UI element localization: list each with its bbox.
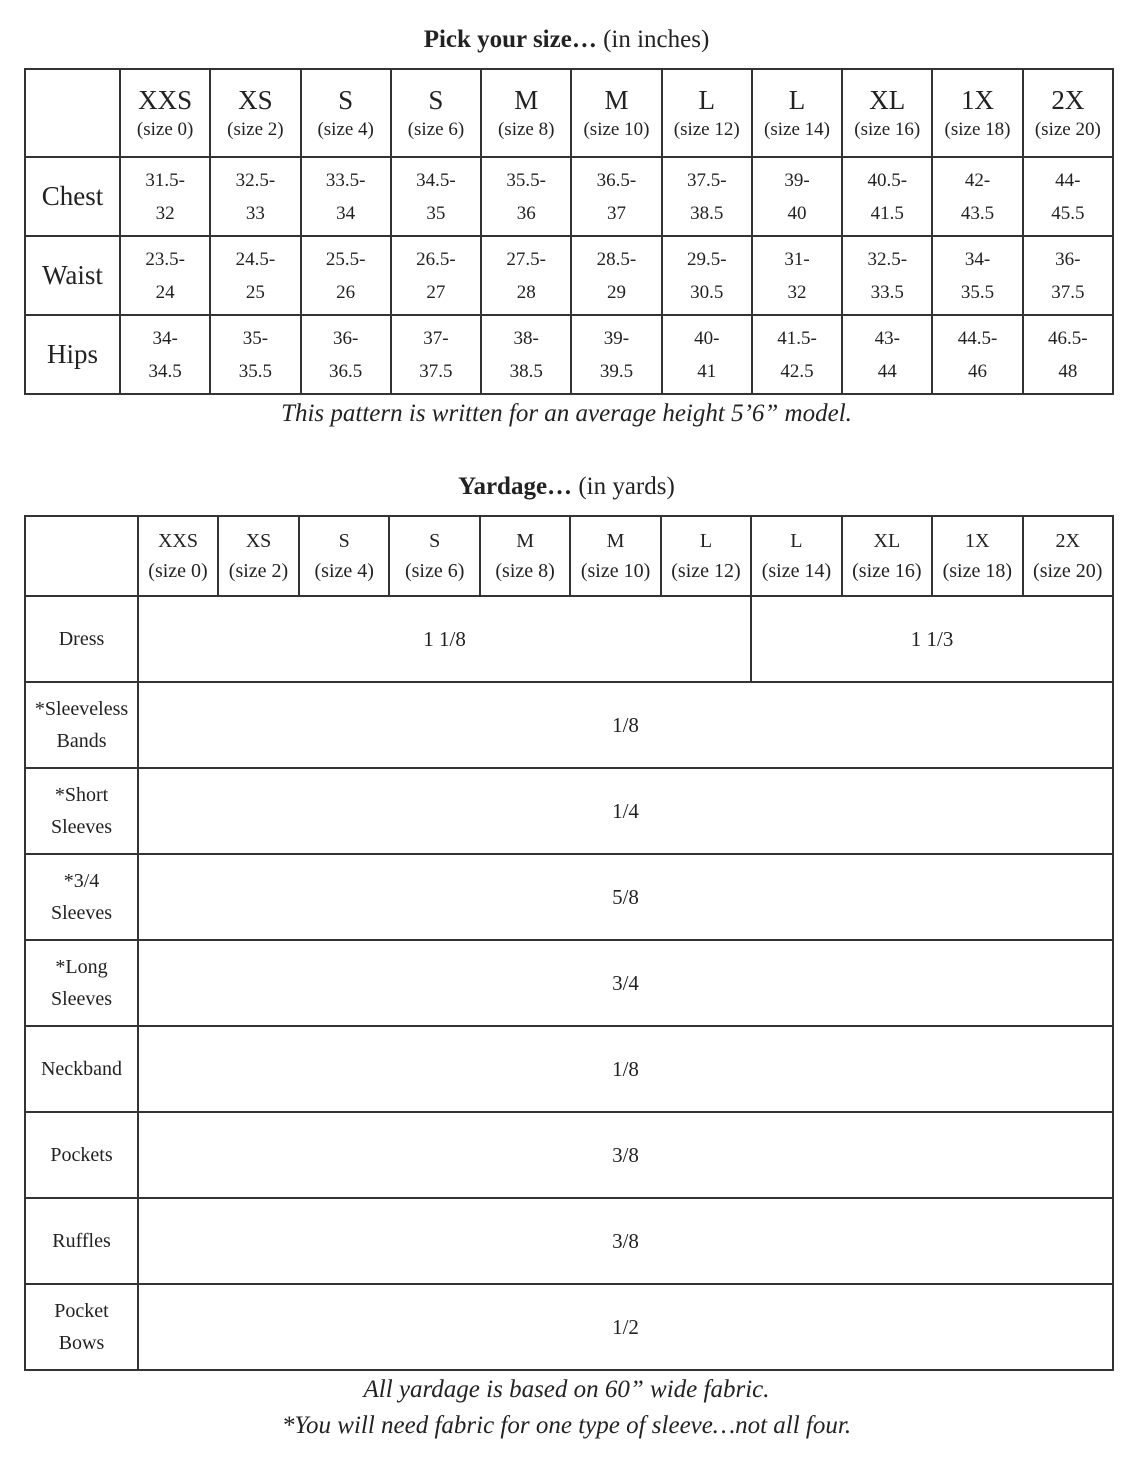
measurement-min: 33.5- [325,169,366,191]
measurement-row [25,236,1113,315]
size-number: (size 14) [761,560,832,582]
yardage-amount-text: 1/8 [612,712,639,737]
dress-label [25,596,138,682]
size-number: (size 0) [148,560,208,582]
measurement-min: 32.5- [235,169,276,191]
size-code: 1X [965,530,990,552]
size-number: (size 4) [317,119,374,140]
size-number: (size 20) [1033,560,1103,582]
size-code: 2X [1051,85,1085,115]
measurement-row [25,315,1113,394]
measurement-cell [301,157,391,236]
size-code: 1X [961,85,995,115]
yardage-label [25,940,138,1026]
measurement-min: 25.5- [325,248,366,270]
measurement-min: 36.5- [596,169,637,191]
yardage-amount-text: 1/4 [612,798,639,823]
measurement-max: 46 [968,360,988,382]
measurement-min: 46.5- [1048,327,1088,349]
size-header-cell [842,69,932,157]
size-number: (size 12) [671,560,741,582]
size-number: (size 20) [1034,119,1101,140]
measurement-cell [481,236,571,315]
size-code: S [338,530,350,552]
measurement-min: 31- [784,248,810,270]
measurement-max: 35.5 [238,360,273,382]
measurement-cell [210,236,300,315]
measurement-cell [481,315,571,394]
size-code: L [698,85,715,115]
measurement-max: 42.5 [780,360,814,382]
measurement-max: 30.5 [690,281,724,303]
yardage-amount-text: 1/8 [612,1056,639,1081]
yardage-header-row [25,516,1113,596]
yardage-label-line: Sleeves [50,816,113,838]
measurement-cell [120,236,210,315]
measurement-max: 35 [426,202,446,224]
size-header-cell [481,69,571,157]
yardage-label [25,1026,138,1112]
height-note: This pattern is written for an average height 5’6” model. [281,400,852,427]
size-header-cell [301,69,391,157]
measurement-min: 27.5- [506,248,546,270]
yardage-label-line: Neckband [40,1058,123,1080]
measurement-cell [481,157,571,236]
measurement-max: 38.5 [690,202,724,224]
measurement-max: 37 [606,202,626,224]
measurement-max: 33.5 [870,281,904,303]
dress-large-sizes-amount [751,596,1113,682]
size-number: (size 14) [764,119,830,140]
measurement-cell [932,236,1022,315]
measurement-min: 29.5- [686,248,727,270]
dress-small-sizes-amount [138,596,751,682]
yardage-label [25,768,138,854]
measurement-cell [842,315,932,394]
size-code: S [429,530,441,552]
measurement-max: 32 [155,202,175,224]
size-number: (size 16) [854,119,921,140]
dress-row [25,596,1113,682]
size-header-cell [210,69,300,157]
measurement-max: 41.5 [870,202,904,224]
measurement-max: 34 [336,202,356,224]
measurement-cell [932,315,1022,394]
size-number: (size 10) [580,560,651,582]
yardage-label [25,682,138,768]
measurement-max: 26 [336,281,356,303]
size-code: XL [869,85,906,115]
size-header-cell [842,516,932,596]
yardage-row [25,682,1113,768]
measurement-max: 32 [787,281,807,303]
yardage-title [0,473,1133,501]
measurement-label-text: Hips [46,339,98,369]
measurement-label-text: Chest [41,181,104,211]
yardage-label-line: Bands [56,730,107,752]
measurement-max: 37.5 [419,360,453,382]
measurement-min: 43- [874,327,900,349]
sleeve-note: *You will need fabric for one type of sleeve…not all four. [281,1412,852,1439]
measurement-min: 39- [603,327,630,349]
size-header-cell [299,516,389,596]
size-number: (size 8) [497,119,555,140]
size-chart-title-unit: (in inches) [603,26,710,53]
size-header-cell [662,69,752,157]
yardage-title-bold: Yardage… [458,473,573,500]
size-code: 2X [1055,530,1080,552]
yardage-label-line: Bows [58,1332,105,1354]
yardage-amount [138,1198,1113,1284]
yardage-row [25,940,1113,1026]
yardage-amount [138,1026,1113,1112]
corner-cell [25,516,138,596]
measurement-cell [662,157,752,236]
size-code: S [428,85,444,115]
measurement-cell [752,157,842,236]
measurement-max: 39.5 [599,360,634,382]
yardage-amount-text: 3/8 [612,1142,639,1167]
yardage-label-line: Sleeves [50,902,113,924]
measurement-label [25,236,120,315]
yardage-amount-text: 3/4 [612,970,639,995]
size-number: (size 18) [944,119,1011,140]
measurement-cell [120,157,210,236]
measurement-max: 29 [606,281,626,303]
size-code: M [514,85,539,115]
measurement-min: 35.5- [506,169,546,191]
measurement-max: 36 [516,202,536,224]
yardage-table [24,515,1114,1371]
size-header-cell [1023,516,1114,596]
dress-small-amount-text: 1 1/8 [423,626,466,651]
measurement-min: 23.5- [145,248,185,270]
size-code: L [699,530,713,552]
yardage-row [25,768,1113,854]
size-code: XS [245,530,272,552]
measurement-cell [932,157,1022,236]
measurement-cell [571,157,661,236]
measurement-max: 35.5 [960,281,995,303]
measurement-max: 44 [877,360,897,382]
measurement-cell [662,236,752,315]
measurement-max: 27 [426,281,446,303]
measurement-cell [1023,236,1113,315]
measurement-cell [301,236,391,315]
measurement-min: 37- [423,327,449,349]
size-header-cell [571,69,661,157]
measurement-max: 36.5 [329,360,363,382]
size-code: M [516,530,534,552]
measurement-min: 26.5- [416,248,456,270]
size-number: (size 6) [404,560,465,582]
yardage-amount-text: 5/8 [612,884,639,909]
yardage-label-line: *Short [54,784,109,806]
measurement-cell [571,236,661,315]
yardage-label [25,1284,138,1370]
size-header-cell [661,516,751,596]
measurement-min: 36- [333,327,359,349]
measurement-max: 48 [1058,360,1078,382]
yardage-row [25,854,1113,940]
dress-label-text: Dress [58,628,105,650]
yardage-row [25,1112,1113,1198]
size-number: (size 4) [314,560,374,582]
yardage-label-line: *Sleeveless [34,698,129,720]
yardage-label-line: Sleeves [50,988,113,1010]
measurement-min: 36- [1055,248,1081,270]
size-code: M [606,530,625,552]
size-header-cell [389,516,479,596]
measurement-cell [210,315,300,394]
size-number: (size 8) [495,560,555,582]
size-header-cell [391,69,481,157]
size-chart-table [24,68,1114,395]
yardage-row [25,1198,1113,1284]
size-header-cell [480,516,570,596]
measurement-cell [120,315,210,394]
measurement-min: 28.5- [596,248,637,270]
yardage-amount-text: 3/8 [612,1228,639,1253]
measurement-cell [1023,157,1113,236]
yardage-label-line: Pocket [54,1300,109,1322]
measurement-max: 41 [697,360,717,382]
measurement-cell [210,157,300,236]
size-header-cell [752,69,842,157]
yardage-amount [138,682,1113,768]
measurement-max: 34.5 [148,360,182,382]
measurement-min: 41.5- [777,327,817,349]
size-code: XXS [157,530,198,552]
yardage-label [25,1112,138,1198]
size-header-cell [932,69,1022,157]
size-number: (size 18) [942,560,1012,582]
size-number: (size 10) [583,119,650,140]
measurement-max: 33 [245,202,265,224]
measurement-min: 34.5- [416,169,456,191]
size-number: (size 6) [407,119,465,140]
size-header-cell [1023,69,1113,157]
size-code: XS [238,85,273,115]
measurement-min: 24.5- [235,248,276,270]
measurement-cell [842,157,932,236]
measurement-max: 28 [516,281,536,303]
size-code: XL [873,530,901,552]
measurement-min: 38- [513,327,539,349]
measurement-max: 38.5 [509,360,543,382]
measurement-label-text: Waist [42,260,103,290]
yardage-row [25,1284,1113,1370]
size-chart-title [0,26,1133,54]
measurement-cell [391,315,481,394]
measurement-label [25,315,120,394]
size-header-row [25,69,1113,157]
measurement-cell [391,236,481,315]
measurement-min: 34- [152,327,178,349]
size-number: (size 2) [228,560,289,582]
measurement-label [25,157,120,236]
measurement-row [25,157,1113,236]
yardage-label [25,1198,138,1284]
size-number: (size 16) [852,560,922,582]
yardage-label-line: Pockets [50,1144,113,1166]
size-code: L [790,530,803,552]
yardage-amount [138,940,1113,1026]
measurement-min: 40.5- [867,169,908,191]
measurement-cell [391,157,481,236]
measurement-min: 42- [964,169,991,191]
measurement-cell [752,315,842,394]
size-header-cell [932,516,1022,596]
measurement-cell [842,236,932,315]
measurement-cell [571,315,661,394]
measurement-max: 43.5 [960,202,995,224]
measurement-min: 35- [242,327,269,349]
yardage-label [25,854,138,940]
size-chart-title-bold: Pick your size… [423,26,597,53]
size-number: (size 2) [227,119,284,140]
size-code: XXS [138,85,193,115]
size-header-cell [138,516,218,596]
measurement-max: 40 [787,202,807,224]
measurement-cell [1023,315,1113,394]
yardage-label-line: *Long [55,956,108,978]
measurement-max: 45.5 [1051,202,1085,224]
fabric-width-note: All yardage is based on 60” wide fabric. [363,1376,770,1403]
measurement-min: 34- [964,248,991,270]
measurement-min: 44.5- [957,327,998,349]
measurement-cell [301,315,391,394]
measurement-min: 44- [1055,169,1081,191]
yardage-row [25,1026,1113,1112]
dress-large-amount-text: 1 1/3 [910,626,954,651]
size-number: (size 0) [136,119,194,140]
yardage-title-unit: (in yards) [578,473,675,500]
measurement-max: 24 [155,281,175,303]
measurement-max: 37.5 [1051,281,1085,303]
yardage-amount [138,854,1113,940]
measurement-max: 25 [245,281,265,303]
yardage-label-line: Ruffles [52,1230,111,1252]
yardage-amount [138,768,1113,854]
size-header-cell [120,69,210,157]
yardage-amount [138,1112,1113,1198]
measurement-min: 40- [694,327,720,349]
yardage-amount [138,1284,1113,1370]
size-header-cell [751,516,841,596]
size-number: (size 12) [673,119,740,140]
measurement-min: 31.5- [145,169,185,191]
measurement-min: 39- [784,169,810,191]
measurement-min: 37.5- [686,169,727,191]
size-code: L [788,85,806,115]
corner-cell [25,69,120,157]
measurement-min: 32.5- [867,248,908,270]
measurement-cell [662,315,752,394]
yardage-label-line: *3/4 [63,870,100,892]
size-header-cell [570,516,660,596]
measurement-cell [752,236,842,315]
size-code: S [338,85,354,115]
size-header-cell [218,516,299,596]
yardage-amount-text: 1/2 [612,1314,639,1339]
size-code: M [604,85,629,115]
